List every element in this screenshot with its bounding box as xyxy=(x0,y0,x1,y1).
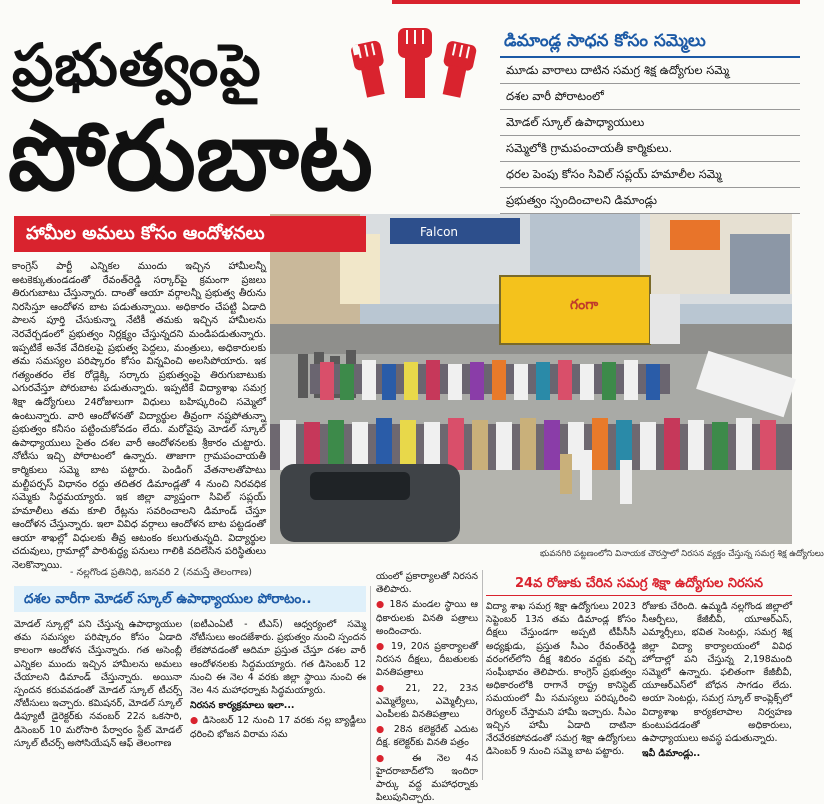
shop-sign-text: Falcon xyxy=(420,225,459,239)
protest-programs-heading: నిరసన కార్యక్రమాలు ఇలా... xyxy=(190,700,295,712)
headline-line-2: పోరుబాట xyxy=(8,100,373,212)
protest-program-item: ● 18న మండల స్థాయి ఆ ధికారులకు వినతి పత్రాలు అందించారు. xyxy=(376,599,478,637)
demand-item: మూడు వారాలు దాటిన సమగ్ర శిక్ష ఉద్యోగుల సమ్మె xyxy=(500,58,800,84)
demand-item: ప్రభుత్వం స్పందించాలని డిమాండ్లు xyxy=(500,188,800,214)
demands-box xyxy=(500,26,800,212)
model-school-col-3 xyxy=(376,570,478,804)
samagra-col-1: విద్యా శాఖ సమగ్ర శిక్షా ఉద్యోగులు 2023 సెప్టెంబర్ 13న తమ డిమాండ్ల కోసం దీక్షలు చేస్తుండగా అప్పటి టీపీసీసీ అధ్యక్షుడు, ప్రస్తుత సీఎం రేవంత్‌రెడ్డి వరంగల్‌లోని దీక్ష శిబిరం వద్దకు వచ్చి సంఘీభావం తెలిపారు. కాంగ్రెస్ ప్రభుత్వం అధికారంలోకి రాగానే రాష్ట్ర కానిస్టెట్ సమయంలో మీ సమస్యలు పరిష్కరించి రెగ్యులర్ చేస్తామని హామీ ఇచ్చారు. సీఎం ఇచ్చిన హామీ ఏడాది దాటినా నేరవేరకపోవడంతో సమగ్ర శిక్షా ఉద్యోగులు డిసెంబర్ 9 నుంచి సమ్మె బాట పట్టారు. xyxy=(486,601,636,758)
model-school-col-2-text: (ఐటీఎంఏటీ - టీఎస్) ఆధ్వర్యంలో సమ్మె నోటీసులు అందజేశారు. ప్రభుత్వం నుంచి స్పందన లేకపోవడంతో ఆదిమా ప్రస్తుత చేస్తూ దశల వారీ ఆందోళనలకు సిద్ధమయ్యారు. గత డిసెంబర్ 12 నుంచి ఈ నెల 4 వరకు జిల్లా స్థాయి నుంచి ఈ నెల 4న మహాధర్నాకు సిద్ధమయ్యారు. xyxy=(190,619,366,697)
protest-scene-image xyxy=(270,214,792,544)
protest-program-item: ● 28న కలెక్టరేట్ ఎదుట దీక్ష. కలెక్టర్‌కు వినతి పత్రం xyxy=(376,724,478,749)
column-divider xyxy=(370,586,371,780)
demand-item: ధరల పెంపు కోసం సివిల్ సప్లయ్ హమాలీల సమ్మె xyxy=(500,162,800,188)
samagra-col-2 xyxy=(642,600,792,780)
protest-program-item: ● 21, 22, 23న ఎమ్మెల్యేలు, ఎమ్మెల్సీలు, ఎంపీలకు వినతిపత్రాలు xyxy=(376,682,478,721)
byline: - నల్లగొండ ప్రతినిధి, జనవరి 2 (నమస్తే తెలంగాణ) xyxy=(70,567,252,578)
model-school-col-1: మోడల్ స్కూల్లో పని చేస్తున్న ఉపాధ్యాయుల తమ సమస్యల పరిష్కారం కోసం ఏడాది కాలంగా ఆందోళన చేస్తున్నారు. గత అసెంబ్లీ ఎన్నికల ముందు ఇచ్చిన హామీలను అమలు చేయాలని డిమాండ్ చేస్తున్నారు. అయినా స్పందన కరువవడంతో మోడల్ స్కూల్ టీచర్స్ నోటీసులు ఇచ్చారు. కమిషనర్, మోడల్ స్కూల్ డిప్యూటీ డైరెక్టర్‌కు నవంబర్ 22న ఒకసారి, డిసెంబర్ 10 మరోసారి పేర్వారం స్టేట్ మోడల్ స్కూల్ టీచర్స్ అసోసియేషన్ ఆఫ్ తెలంగాణ xyxy=(14,619,182,749)
model-school-col-3-text: యంలో ప్రకార్యాలతో నిరసన తెలిపారు. xyxy=(376,571,478,596)
top-accent-bar xyxy=(392,0,800,4)
protest-program-item: ● ఈ నెల 4న హైదరాబాద్‌లోని ఇందిరా పార్కు వద్ద మహాధర్నాకు పిలుపునిచ్చారు. xyxy=(376,752,478,804)
protest-photo xyxy=(270,214,792,544)
protest-program-item: ● డిసెంబర్ 12 నుంచి 17 వరకు నల్ల బ్యాడ్జీలు ధరించి భోజన విరామ సమ xyxy=(190,715,366,740)
section-banner: హామీల అమలు కోసం ఆందోళనలు xyxy=(14,216,366,252)
demand-item: దశల వారీ పోరాటంలో xyxy=(500,84,800,110)
headline-line-1: ప్రభుత్వంపై xyxy=(12,31,262,99)
demands-subheading: ఇవీ డిమాండ్లు.. xyxy=(642,748,701,760)
demands-title: డిమాండ్ల సాధన కోసం సమ్మెలు xyxy=(500,26,800,58)
main-article-body: కాంగ్రెస్ పార్టీ ఎన్నికల ముందు ఇచ్చిన హామీలన్నీ అటకెక్కుతుండడంతో రేవంత్‌రెడ్డి సర్కార్‌పై క్రమంగా ప్రజలు తిరుగుబాటు చేస్తున్నారు. దాంతో ఆయా వర్గాలన్నీ ప్రభుత్వ తీరును నిరసిస్తూ ఆందోళన బాట పడుతున్నాయి. అధికారం చేపట్టి ఏడాది పాలన పూర్తి చేసుకున్నా నేటికీ తమకు ఇచ్చిన హామీలను నెరవేర్చడంలో ప్రభుత్వం నిర్లక్ష్యం చేస్తున్నదని మండిపడుతున్నారు. ఇప్పటికే అనేక వేదికలపై ప్రభుత్వ పెద్దలు, మంత్రులు, అధికారులకు తమ సమస్యల పరిష్కారం కోసం విన్నవించి అలసిపోయారు. ఇక గత్యంతరం లేక రోడ్లెక్కి సర్కారు ప్రభుత్వంపై తిరుగుబాటుకు ఎగురవేస్తూ పోరుబాట పడుతున్నారు. ఇప్పటికే విద్యాశాఖ సమగ్ర శిక్షా ఉద్యోగులు 24రోజులుగా విధులు బహిష్కరించి సమ్మెలో ఉంటున్నారు. వారి ఆందోళనతో విద్యార్థుల తీవ్రంగా నష్టపోతున్నా ప్రభుత్వం కనీసం పట్టించుకోవడం లేదు. మరోవైపు మోడల్ స్కూల్ ఉపాధ్యాయులు సైతం దశల వారీ ఆందోళనలకు శ్రీకారం చుట్టారు. నోటీసు ఇచ్చి పోరాటంలో ఉన్నారు. తాజాగా గ్రామపంచాయతీ కార్మికులు సమ్మె బాట పట్టారు. పెండింగ్ వేతనాలతోపాటు మల్టీపర్పస్ విధానం రద్దు తదితర డిమాండ్లతో 4 నుంచి నిరవధిక సమ్మెకు సిద్ధమయ్యారు. ఇక జిల్లా వ్యాప్తంగా సివిల్ సప్లయ్ హమాలీలు తమ కూలి రేట్లను సవరించాలని డిమాండ్ చేస్తూ ఆందోళన చేస్తున్నారు. ఇలా వివిధ వర్గాలు ఆందోళన బాట పట్టడంతో ఆయా శాఖల్లో విధులకు తీవ్ర ఆటంకం కలుగుతున్నది. విద్యార్థుల చదువులు, గ్రామాల్లో పారిశుద్ధ్య పనులు గాలికి వదిలేసిన పరిస్థితులు నెలకొన్నాయి. xyxy=(12,261,266,572)
samagra-col-2-text: రోజుకు చేరింది. ఉమ్మడి నల్లగొండ జిల్లాలో సీఆర్పీలు, కేజీబీవీ, యూఆర్ఎస్, ఎమ్మార్సీలు, భవిత సెంటర్లు, సమగ్ర శిక్ష జిల్లా విద్యా కార్యాలయంలో వివిధ హోదాల్లో పని చేస్తున్న 2,198మంది సమ్మెలో ఉన్నారు. ఫలితంగా కేజీబీవీ, యూఆర్ఎస్‌లో బోధన సాగడం లేదు. అయా సెంటర్లు, సమగ్ర స్కూల్ కాంప్లెక్స్‌లో విద్యాశాఖ కార్యకలాపాల నిర్వహణ కుంటుపడడంతో అధికారులు, ఉపాధ్యాయులు అవస్థ పడుతున్నారు. xyxy=(642,601,792,745)
column-divider xyxy=(482,570,483,780)
raised-fists-icon xyxy=(344,28,486,100)
model-school-col-2 xyxy=(190,618,366,780)
demand-item: సమ్మెలోకి గ్రామపంచాయతీ కార్మికులు. xyxy=(500,136,800,162)
samagra-shiksha-section-title: 24వ రోజుకు చేరిన సమగ్ర శిక్షా ఉద్యోగుల నిరసన xyxy=(486,573,792,596)
protest-program-item: ● 19, 20న ప్రకార్యాలతో నిరసన దీక్షలు, దీబతులకు వినతిపత్రాలు xyxy=(376,641,478,679)
truck-logo-text: గంగా xyxy=(570,297,599,313)
demand-item: మోడల్ స్కూల్ ఉపాధ్యాయులు xyxy=(500,110,800,136)
photo-caption: భువనగిరి పట్టణంలోని వినాయక చౌరస్తాలో నిరసన వ్యక్తం చేస్తున్న సమగ్ర శిక్ష ఉద్యోగులు xyxy=(540,549,824,559)
model-school-section-title: దశల వారీగా మోడల్ స్కూల్ ఉపాధ్యాయుల పోరాటం.. xyxy=(14,586,366,612)
